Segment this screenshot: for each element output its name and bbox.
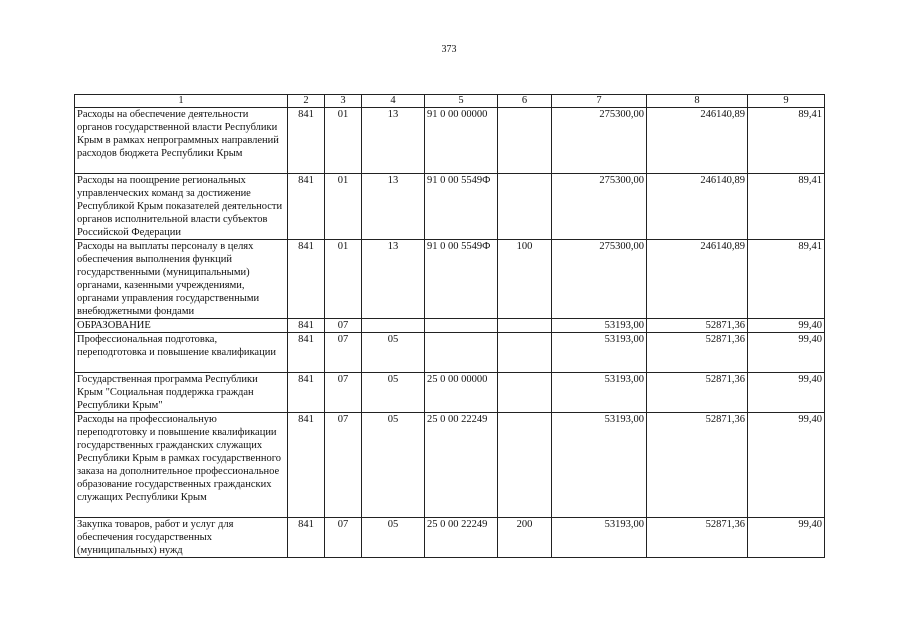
row-csr: 91 0 00 5549Ф xyxy=(425,174,498,240)
row-name: Расходы на поощрение региональных управленческих команд за достижение Республикой Крым показателей деятельности органов исполнительной власти субъектов Российской Федерации xyxy=(75,174,288,240)
row-rz: 07 xyxy=(325,413,362,518)
row-pr: 05 xyxy=(362,373,425,413)
row-pr: 13 xyxy=(362,174,425,240)
row-plan: 53193,00 xyxy=(552,333,647,373)
row-name: Закупка товаров, работ и услуг для обеспечения государственных (муниципальных) нужд xyxy=(75,518,288,558)
row-plan: 275300,00 xyxy=(552,240,647,319)
row-fact: 52871,36 xyxy=(647,518,748,558)
header-cell: 9 xyxy=(748,95,825,108)
row-ved: 841 xyxy=(288,240,325,319)
row-name: Расходы на профессиональную переподготовку и повышение квалификации государственных гражданских служащих Республики Крым в рамках государственного заказа на дополнительное профессиональное образование государственных гражданских служащих Республики Крым xyxy=(75,413,288,518)
header-cell: 7 xyxy=(552,95,647,108)
row-csr: 91 0 00 5549Ф xyxy=(425,240,498,319)
row-plan: 53193,00 xyxy=(552,413,647,518)
row-rz: 07 xyxy=(325,373,362,413)
row-fact: 52871,36 xyxy=(647,319,748,333)
row-vr xyxy=(498,333,552,373)
row-csr: 25 0 00 00000 xyxy=(425,373,498,413)
table-row xyxy=(75,108,825,174)
row-pct: 99,40 xyxy=(748,319,825,333)
row-name: Государственная программа Республики Крым "Социальная поддержка граждан Республики Крым" xyxy=(75,373,288,413)
row-ved: 841 xyxy=(288,319,325,333)
header-cell: 3 xyxy=(325,95,362,108)
row-vr xyxy=(498,319,552,333)
table-row xyxy=(75,518,825,558)
row-pct: 89,41 xyxy=(748,174,825,240)
row-pr xyxy=(362,319,425,333)
header-cell: 5 xyxy=(425,95,498,108)
table-row xyxy=(75,333,825,373)
header-cell: 6 xyxy=(498,95,552,108)
row-fact: 246140,89 xyxy=(647,174,748,240)
row-plan: 275300,00 xyxy=(552,174,647,240)
row-csr xyxy=(425,333,498,373)
row-fact: 52871,36 xyxy=(647,413,748,518)
row-plan: 53193,00 xyxy=(552,373,647,413)
header-cell: 1 xyxy=(75,95,288,108)
row-ved: 841 xyxy=(288,108,325,174)
row-rz: 07 xyxy=(325,333,362,373)
row-plan: 53193,00 xyxy=(552,319,647,333)
row-name: Профессиональная подготовка, переподготовка и повышение квалификации xyxy=(75,333,288,373)
row-fact: 246140,89 xyxy=(647,108,748,174)
row-pr: 05 xyxy=(362,333,425,373)
row-ved: 841 xyxy=(288,174,325,240)
row-vr xyxy=(498,108,552,174)
row-ved: 841 xyxy=(288,413,325,518)
row-vr xyxy=(498,413,552,518)
row-fact: 246140,89 xyxy=(647,240,748,319)
row-rz: 01 xyxy=(325,174,362,240)
row-pct: 89,41 xyxy=(748,240,825,319)
header-cell: 4 xyxy=(362,95,425,108)
header-cell: 8 xyxy=(647,95,748,108)
row-ved: 841 xyxy=(288,333,325,373)
header-cell: 2 xyxy=(288,95,325,108)
row-rz: 07 xyxy=(325,319,362,333)
row-csr: 91 0 00 00000 xyxy=(425,108,498,174)
row-vr xyxy=(498,373,552,413)
page-number: 373 xyxy=(441,44,457,55)
row-pct: 99,40 xyxy=(748,518,825,558)
row-pct: 89,41 xyxy=(748,108,825,174)
row-pr: 13 xyxy=(362,108,425,174)
row-ved: 841 xyxy=(288,518,325,558)
row-name: ОБРАЗОВАНИЕ xyxy=(75,319,288,333)
row-plan: 53193,00 xyxy=(552,518,647,558)
row-ved: 841 xyxy=(288,373,325,413)
row-rz: 01 xyxy=(325,240,362,319)
row-name: Расходы на обеспечение деятельности органов государственной власти Республики Крым в рамках непрограммных направлений расходов бюджета Республики Крым xyxy=(75,108,288,174)
table-row xyxy=(75,240,825,319)
row-pct: 99,40 xyxy=(748,373,825,413)
row-pct: 99,40 xyxy=(748,333,825,373)
table-row xyxy=(75,319,825,333)
table-row xyxy=(75,413,825,518)
table-row xyxy=(75,373,825,413)
row-pr: 05 xyxy=(362,413,425,518)
row-fact: 52871,36 xyxy=(647,333,748,373)
row-plan: 275300,00 xyxy=(552,108,647,174)
row-pct: 99,40 xyxy=(748,413,825,518)
table-row xyxy=(75,174,825,240)
row-csr: 25 0 00 22249 xyxy=(425,413,498,518)
row-vr xyxy=(498,174,552,240)
row-vr: 100 xyxy=(498,240,552,319)
row-vr: 200 xyxy=(498,518,552,558)
row-csr xyxy=(425,319,498,333)
row-pr: 05 xyxy=(362,518,425,558)
row-csr: 25 0 00 22249 xyxy=(425,518,498,558)
row-rz: 07 xyxy=(325,518,362,558)
row-name: Расходы на выплаты персоналу в целях обеспечения выполнения функций государственными (муниципальными) органами, казенными учреждениями, органами управления государственными внебюджетными фондами xyxy=(75,240,288,319)
row-pr: 13 xyxy=(362,240,425,319)
budget-table xyxy=(74,94,825,558)
row-rz: 01 xyxy=(325,108,362,174)
row-fact: 52871,36 xyxy=(647,373,748,413)
table-header-row xyxy=(75,95,825,108)
